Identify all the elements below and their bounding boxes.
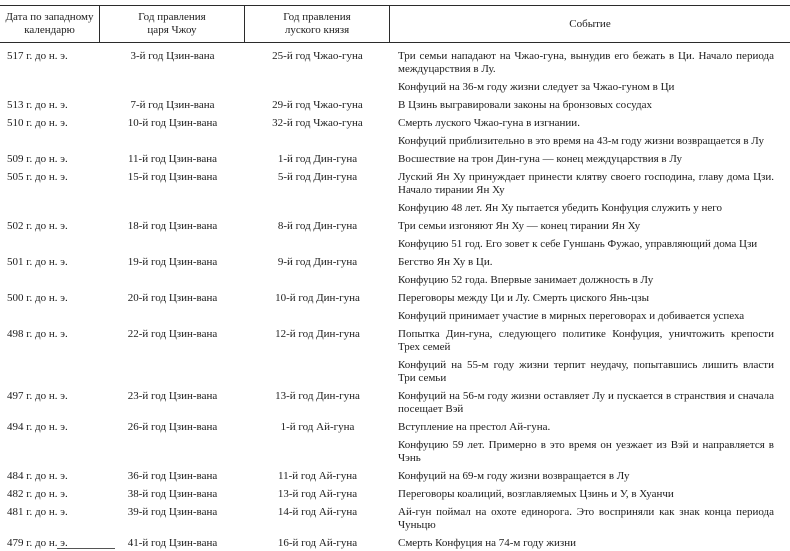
zhou-year-cell: 10-й год Цзин-вана (127, 117, 218, 129)
chronology-table (0, 5, 790, 550)
event-cell: Бегство Ян Ху в Ци. (398, 256, 493, 268)
table-row (0, 153, 790, 166)
table-row (0, 310, 790, 323)
table-body (0, 43, 790, 550)
table-row (0, 328, 790, 354)
header-lu-line1: Год правления (283, 11, 351, 23)
lu-year-cell: 12-й год Дин-гуна (275, 328, 360, 340)
date-cell: 494 г. до н. э. (7, 421, 68, 433)
table-row (0, 117, 790, 130)
event-cell: Конфуцию 59 лет. Примерно в это время он уезжает из Вэй и направляется в Чэнь (398, 439, 774, 464)
zhou-year-cell (100, 135, 245, 148)
date-cell: 500 г. до н. э. (7, 292, 68, 304)
zhou-year-cell (100, 81, 245, 94)
event-cell: Смерть луского Чжао-гуна в изгнании. (398, 117, 580, 129)
date-cell: 497 г. до н. э. (7, 390, 68, 402)
table-row (0, 537, 790, 550)
header-zhou-line2: царя Чжоу (147, 24, 197, 36)
date-cell: 501 г. до н. э. (7, 256, 68, 268)
lu-year-cell (245, 310, 390, 323)
date-cell (0, 135, 100, 148)
zhou-year-cell (100, 310, 245, 323)
zhou-year-cell: 19-й год Цзин-вана (127, 256, 218, 268)
table-row (0, 256, 790, 269)
event-cell: Восшествие на трон Дин-гуна — конец междуцарствия в Лу (398, 153, 683, 165)
date-cell (0, 310, 100, 323)
event-cell: Вступление на престол Ай-гуна. (398, 421, 551, 433)
event-cell: Ай-гун поймал на охоте единорога. Это восприняли как знак конца периода Чуньцю (398, 506, 774, 531)
lu-year-cell (245, 439, 390, 465)
zhou-year-cell: 11-й год Цзин-вана (127, 153, 218, 165)
zhou-year-cell: 22-й год Цзин-вана (127, 328, 218, 340)
table-row (0, 50, 790, 76)
date-cell: 517 г. до н. э. (7, 50, 68, 62)
zhou-year-cell (100, 238, 245, 251)
zhou-year-cell: 20-й год Цзин-вана (127, 292, 218, 304)
table-row (0, 238, 790, 251)
table-row (0, 202, 790, 215)
date-cell: 513 г. до н. э. (7, 99, 68, 111)
table-row (0, 220, 790, 233)
zhou-year-cell: 38-й год Цзин-вана (127, 488, 218, 500)
zhou-year-cell: 23-й год Цзин-вана (127, 390, 218, 402)
zhou-year-cell (100, 202, 245, 215)
zhou-year-cell: 36-й год Цзин-вана (127, 470, 218, 482)
zhou-year-cell: 39-й год Цзин-вана (127, 506, 218, 518)
event-cell: Конфуций принимает участие в мирных переговорах и добивается успеха (398, 310, 745, 322)
header-zhou-line1: Год правления (138, 11, 206, 23)
lu-year-cell (245, 135, 390, 148)
lu-year-cell: 29-й год Чжао-гуна (272, 99, 363, 111)
zhou-year-cell: 18-й год Цзин-вана (127, 220, 218, 232)
event-cell: Конфуций приблизительно в это время на 43-м году жизни возвращается в Лу (398, 135, 764, 147)
table-row (0, 439, 790, 465)
lu-year-cell: 25-й год Чжао-гуна (272, 50, 363, 62)
table-row (0, 274, 790, 287)
date-cell: 484 г. до н. э. (7, 470, 68, 482)
date-cell (0, 359, 100, 385)
date-cell: 509 г. до н. э. (7, 153, 68, 165)
event-cell: Луский Ян Ху принуждает принести клятву своего господина, главу дома Цзи. Начало тирании Ян Ху (398, 171, 774, 196)
event-cell: Конфуций на 36-м году жизни следует за Чжао-гуном в Ци (398, 81, 675, 93)
event-cell: Конфуций на 56-м году жизни оставляет Лу и пускается в странствия и сначала посещает Вэй (398, 390, 774, 415)
table-row (0, 99, 790, 112)
lu-year-cell: 9-й год Дин-гуна (277, 256, 358, 268)
zhou-year-cell: 41-й год Цзин-вана (127, 537, 218, 549)
zhou-year-cell (100, 274, 245, 287)
lu-year-cell: 13-й год Ай-гуна (277, 488, 358, 500)
date-cell (0, 238, 100, 251)
lu-year-cell: 1-й год Ай-гуна (280, 421, 355, 433)
header-lu-column (245, 6, 390, 42)
header-event-column (390, 6, 790, 42)
event-cell: Попытка Дин-гуна, следующего политике Конфуция, уничтожить крепости Трех семей (398, 328, 774, 353)
lu-year-cell: 32-й год Чжао-гуна (272, 117, 363, 129)
table-row (0, 421, 790, 434)
date-cell: 510 г. до н. э. (7, 117, 68, 129)
lu-year-cell: 1-й год Дин-гуна (277, 153, 358, 165)
lu-year-cell: 11-й год Ай-гуна (278, 470, 357, 482)
event-cell: Конфуцию 51 год. Его зовет к себе Гуншань Фужао, управляющий дома Цзи (398, 238, 758, 250)
date-cell: 479 г. до н. э. (7, 537, 68, 549)
table-row (0, 470, 790, 483)
date-cell: 482 г. до н. э. (7, 488, 68, 500)
event-cell: В Цзинь выгравировали законы на бронзовых сосудах (398, 99, 652, 111)
lu-year-cell: 14-й год Ай-гуна (277, 506, 358, 518)
date-cell (0, 81, 100, 94)
event-cell: Конфуций на 69-м году жизни возвращается в Лу (398, 470, 630, 482)
lu-year-cell (245, 81, 390, 94)
table-row (0, 81, 790, 94)
lu-year-cell (245, 202, 390, 215)
table-row (0, 292, 790, 305)
table-row (0, 488, 790, 501)
event-cell: Конфуцию 48 лет. Ян Ху пытается убедить Конфуция служить у него (398, 202, 722, 214)
lu-year-cell (245, 238, 390, 251)
zhou-year-cell: 15-й год Цзин-вана (127, 171, 218, 183)
lu-year-cell (245, 274, 390, 287)
header-lu-line2: луского князя (284, 24, 350, 36)
event-cell: Переговоры между Ци и Лу. Смерть циского Янь-цзы (398, 292, 649, 304)
event-cell: Три семьи нападают на Чжао-гуна, вынудив его бежать в Ци. Начало периода междуцарствия в Лу. (398, 50, 774, 75)
zhou-year-cell (100, 359, 245, 385)
header-date-line2: календарю (24, 24, 75, 36)
bottom-rule-fragment (57, 548, 115, 549)
event-cell: Конфуций на 55-м году жизни терпит неудачу, попытавшись лишить власти Три семьи (398, 359, 774, 384)
date-cell: 505 г. до н. э. (7, 171, 68, 183)
table-row (0, 171, 790, 197)
lu-year-cell: 16-й год Ай-гуна (277, 537, 358, 549)
header-zhou-column (100, 6, 245, 42)
date-cell: 498 г. до н. э. (7, 328, 68, 340)
lu-year-cell: 10-й год Дин-гуна (275, 292, 360, 304)
lu-year-cell: 5-й год Дин-гуна (277, 171, 358, 183)
lu-year-cell: 13-й год Дин-гуна (275, 390, 360, 402)
lu-year-cell: 8-й год Дин-гуна (277, 220, 358, 232)
date-cell (0, 439, 100, 465)
table-row (0, 390, 790, 416)
table-row (0, 506, 790, 532)
event-cell: Три семьи изгоняют Ян Ху — конец тирании Ян Ху (398, 220, 641, 232)
event-cell: Смерть Конфуция на 74-м году жизни (398, 537, 576, 549)
header-date-column (0, 6, 100, 42)
lu-year-cell (245, 359, 390, 385)
zhou-year-cell: 3-й год Цзин-вана (130, 50, 215, 62)
date-cell (0, 274, 100, 287)
table-row (0, 135, 790, 148)
date-cell: 481 г. до н. э. (7, 506, 68, 518)
zhou-year-cell: 7-й год Цзин-вана (130, 99, 215, 111)
table-row (0, 359, 790, 385)
event-cell: Переговоры коалиций, возглавляемых Цзинь и У, в Хуанчи (398, 488, 674, 500)
header-date-line1: Дата по западному (5, 11, 94, 23)
zhou-year-cell (100, 439, 245, 465)
event-cell: Конфуцию 52 года. Впервые занимает должность в Лу (398, 274, 654, 286)
date-cell (0, 202, 100, 215)
header-event-label: Событие (569, 17, 611, 30)
zhou-year-cell: 26-й год Цзин-вана (127, 421, 218, 433)
date-cell: 502 г. до н. э. (7, 220, 68, 232)
table-header (0, 5, 790, 43)
